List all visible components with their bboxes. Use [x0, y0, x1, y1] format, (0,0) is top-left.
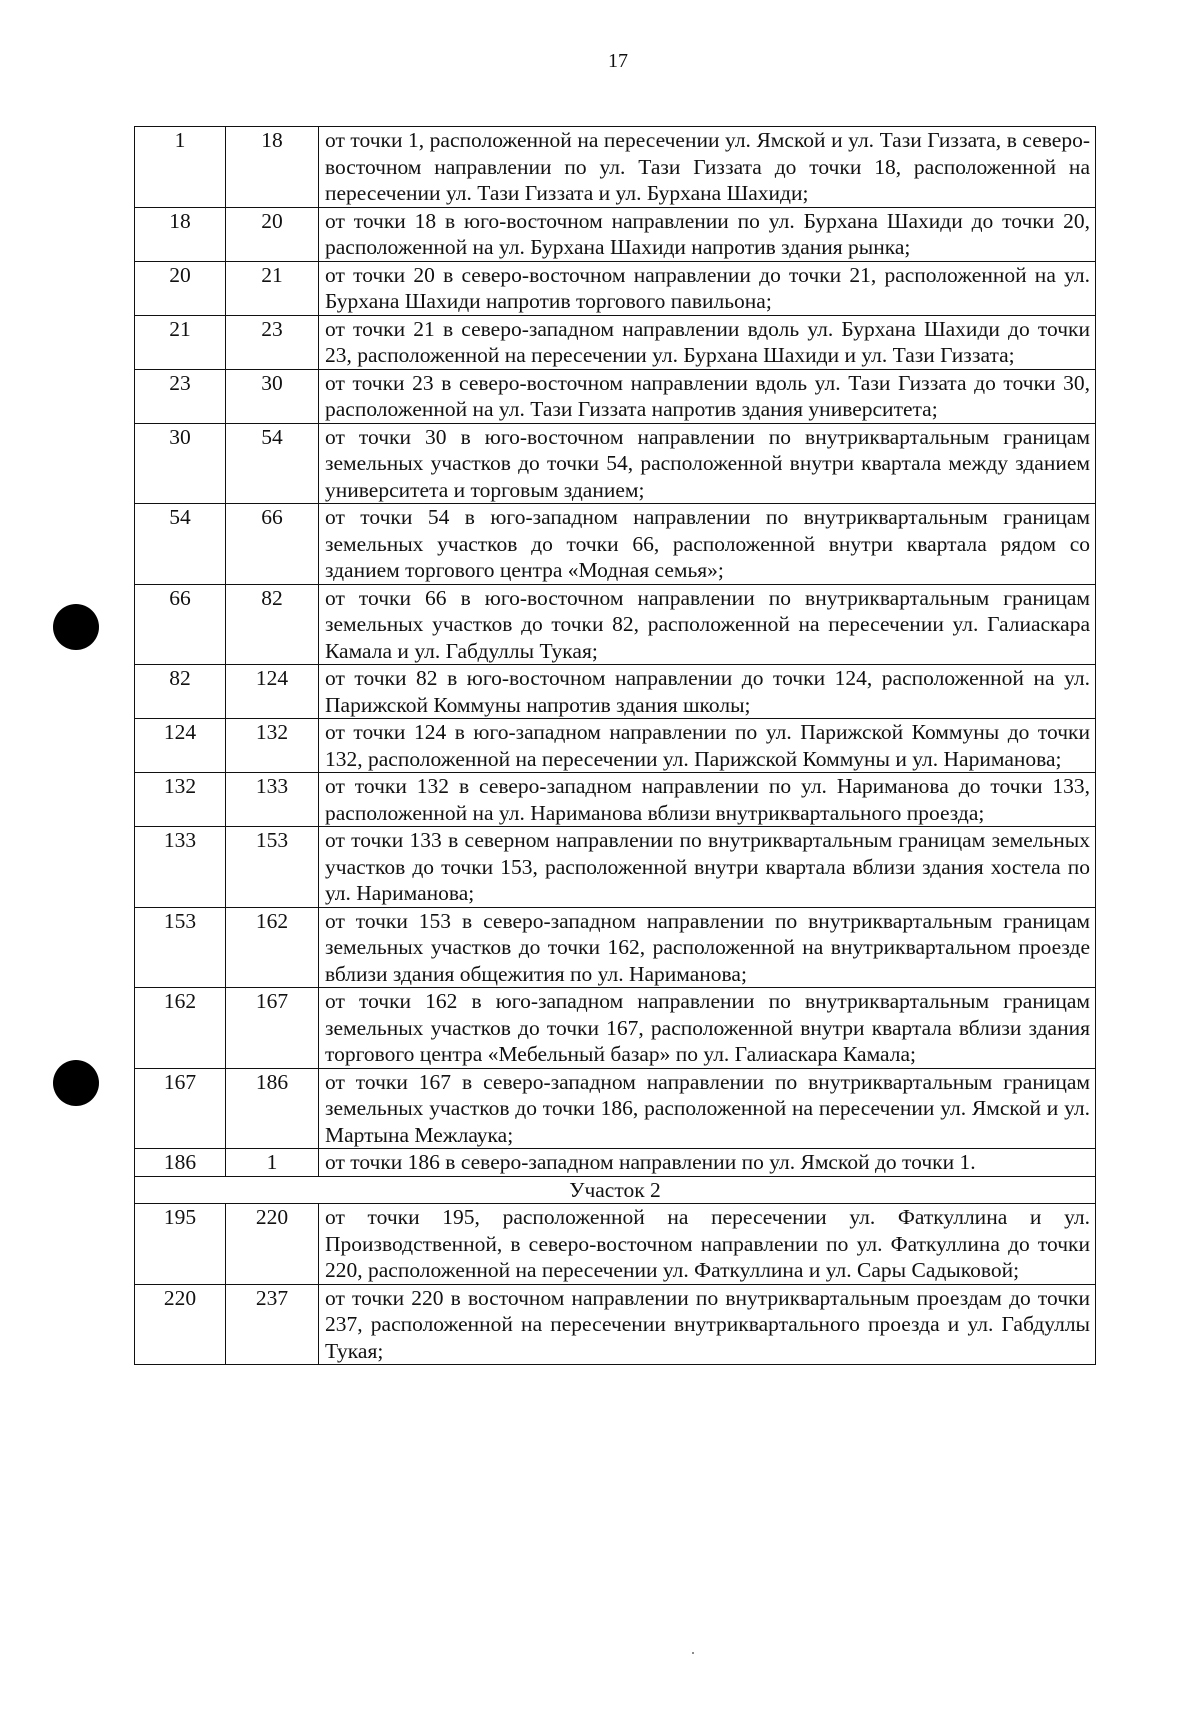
- table-row: [135, 665, 1096, 719]
- punch-hole: [53, 604, 99, 650]
- from-point: 66: [135, 584, 226, 665]
- from-point: 124: [135, 719, 226, 773]
- table-row: [135, 369, 1096, 423]
- segment-description: от точки 133 в северном направлении по внутриквартальным границам земельных участков до точки 153, расположенной внутри квартала вблизи здания хостела по ул. Нариманова;: [319, 827, 1096, 908]
- to-point: 1: [226, 1149, 319, 1177]
- segment-description: от точки 23 в северо-восточном направлении вдоль ул. Тази Гиззата до точки 30, расположенной на ул. Тази Гиззата напротив здания университета;: [319, 369, 1096, 423]
- segment-description: от точки 66 в юго-восточном направлении по внутриквартальным границам земельных участков до точки 82, расположенной на пересечении ул. Галиаскара Камала и ул. Габдуллы Тукая;: [319, 584, 1096, 665]
- to-point: 54: [226, 423, 319, 504]
- to-point: 186: [226, 1068, 319, 1149]
- from-point: 195: [135, 1204, 226, 1285]
- table-row: [135, 261, 1096, 315]
- from-point: 167: [135, 1068, 226, 1149]
- segment-description: от точки 167 в северо-западном направлении по внутриквартальным границам земельных участков до точки 186, расположенной на пересечении ул. Ямской и ул. Мартына Межлаука;: [319, 1068, 1096, 1149]
- table-row: [135, 1204, 1096, 1285]
- from-point: 132: [135, 773, 226, 827]
- to-point: 82: [226, 584, 319, 665]
- section-title: Участок 2: [135, 1176, 1096, 1204]
- from-point: 162: [135, 988, 226, 1069]
- scan-speck: [692, 1652, 694, 1654]
- from-point: 20: [135, 261, 226, 315]
- from-point: 30: [135, 423, 226, 504]
- segment-description: от точки 124 в юго-западном направлении по ул. Парижской Коммуны до точки 132, расположенной на пересечении ул. Парижской Коммуны и ул. Нариманова;: [319, 719, 1096, 773]
- table-row: [135, 504, 1096, 585]
- table-row: [135, 719, 1096, 773]
- from-point: 54: [135, 504, 226, 585]
- page-number: 17: [608, 50, 628, 72]
- table-row: [135, 827, 1096, 908]
- segment-description: от точки 1, расположенной на пересечении ул. Ямской и ул. Тази Гиззата, в северо-восточном направлении по ул. Тази Гиззата до точки 18, расположенной на пересечении ул. Тази Гиззата и ул. Бурхана Шахиди;: [319, 127, 1096, 208]
- segment-description: от точки 132 в северо-западном направлении по ул. Нариманова до точки 133, расположенной на ул. Нариманова вблизи внутриквартального проезда;: [319, 773, 1096, 827]
- to-point: 18: [226, 127, 319, 208]
- table-row: [135, 127, 1096, 208]
- segment-description: от точки 21 в северо-западном направлении вдоль ул. Бурхана Шахиди до точки 23, расположенной на пересечении ул. Бурхана Шахиди и ул. Тази Гиззата;: [319, 315, 1096, 369]
- from-point: 21: [135, 315, 226, 369]
- to-point: 132: [226, 719, 319, 773]
- from-point: 18: [135, 207, 226, 261]
- table-row: [135, 1284, 1096, 1365]
- segment-description: от точки 82 в юго-восточном направлении до точки 124, расположенной на ул. Парижской Коммуны напротив здания школы;: [319, 665, 1096, 719]
- punch-hole: [53, 1060, 99, 1106]
- to-point: 23: [226, 315, 319, 369]
- boundary-table: [134, 126, 1096, 1365]
- segment-description: от точки 220 в восточном направлении по внутриквартальным проездам до точки 237, расположенной на пересечении внутриквартального проезда и ул. Габдуллы Тукая;: [319, 1284, 1096, 1365]
- from-point: 186: [135, 1149, 226, 1177]
- to-point: 162: [226, 907, 319, 988]
- segment-description: от точки 18 в юго-восточном направлении по ул. Бурхана Шахиди до точки 20, расположенной на ул. Бурхана Шахиди напротив здания рынка;: [319, 207, 1096, 261]
- from-point: 153: [135, 907, 226, 988]
- to-point: 124: [226, 665, 319, 719]
- section-row: [135, 1176, 1096, 1204]
- from-point: 220: [135, 1284, 226, 1365]
- to-point: 133: [226, 773, 319, 827]
- to-point: 220: [226, 1204, 319, 1285]
- table-row: [135, 1149, 1096, 1177]
- to-point: 167: [226, 988, 319, 1069]
- segment-description: от точки 20 в северо-восточном направлении до точки 21, расположенной на ул. Бурхана Шахиди напротив торгового павильона;: [319, 261, 1096, 315]
- to-point: 20: [226, 207, 319, 261]
- table-row: [135, 423, 1096, 504]
- table-row: [135, 773, 1096, 827]
- segment-description: от точки 195, расположенной на пересечении ул. Фаткуллина и ул. Производственной, в северо-восточном направлении по ул. Фаткуллина до точки 220, расположенной на пересечении ул. Фаткуллина и ул. Сары Садыковой;: [319, 1204, 1096, 1285]
- from-point: 133: [135, 827, 226, 908]
- segment-description: от точки 54 в юго-западном направлении по внутриквартальным границам земельных участков до точки 66, расположенной внутри квартала рядом со зданием торгового центра «Модная семья»;: [319, 504, 1096, 585]
- table-row: [135, 988, 1096, 1069]
- to-point: 237: [226, 1284, 319, 1365]
- from-point: 23: [135, 369, 226, 423]
- table-row: [135, 207, 1096, 261]
- table-row: [135, 584, 1096, 665]
- to-point: 30: [226, 369, 319, 423]
- to-point: 21: [226, 261, 319, 315]
- to-point: 153: [226, 827, 319, 908]
- table-row: [135, 907, 1096, 988]
- table-row: [135, 1068, 1096, 1149]
- from-point: 82: [135, 665, 226, 719]
- segment-description: от точки 30 в юго-восточном направлении по внутриквартальным границам земельных участков до точки 54, расположенной внутри квартала между зданием университета и торговым зданием;: [319, 423, 1096, 504]
- from-point: 1: [135, 127, 226, 208]
- to-point: 66: [226, 504, 319, 585]
- segment-description: от точки 186 в северо-западном направлении по ул. Ямской до точки 1.: [319, 1149, 1096, 1177]
- table-row: [135, 315, 1096, 369]
- segment-description: от точки 162 в юго-западном направлении по внутриквартальным границам земельных участков до точки 167, расположенной внутри квартала вблизи здания торгового центра «Мебельный базар» по ул. Галиаскара Камала;: [319, 988, 1096, 1069]
- segment-description: от точки 153 в северо-западном направлении по внутриквартальным границам земельных участков до точки 162, расположенной на внутриквартальном проезде вблизи здания общежития по ул. Нариманова;: [319, 907, 1096, 988]
